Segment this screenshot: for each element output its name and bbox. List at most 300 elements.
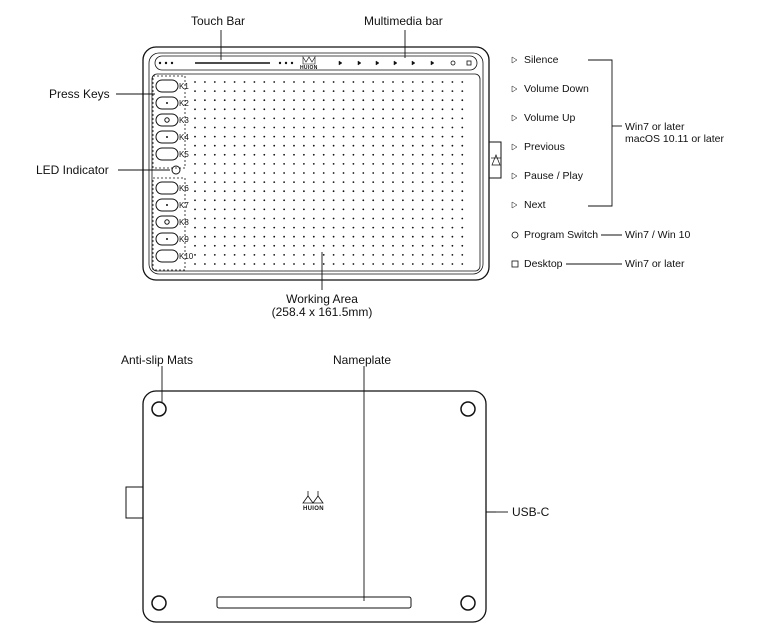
grid-dot (442, 218, 444, 220)
grid-dot (293, 263, 295, 265)
grid-dot (353, 245, 355, 247)
grid-dot (303, 227, 305, 229)
grid-dot (333, 181, 335, 183)
grid-dot (452, 136, 454, 138)
grid-dot (382, 254, 384, 256)
grid-dot (234, 154, 236, 156)
grid-dot (461, 263, 463, 265)
grid-dot (224, 90, 226, 92)
grid-dot (283, 190, 285, 192)
grid-dot (313, 254, 315, 256)
grid-dot (392, 154, 394, 156)
grid-dot (273, 90, 275, 92)
grid-dot (382, 81, 384, 83)
grid-dot (254, 245, 256, 247)
grid-dot (442, 236, 444, 238)
grid-dot (382, 245, 384, 247)
grid-dot (313, 227, 315, 229)
grid-dot (412, 154, 414, 156)
grid-dot (313, 190, 315, 192)
grid-dot (461, 127, 463, 129)
grid-dot (224, 145, 226, 147)
grid-dot (432, 236, 434, 238)
grid-dot (263, 81, 265, 83)
grid-dot (333, 136, 335, 138)
grid-dot (234, 190, 236, 192)
multimedia-bar-label: Multimedia bar (364, 14, 443, 28)
grid-dot (283, 154, 285, 156)
grid-dot (382, 218, 384, 220)
grid-dot (303, 172, 305, 174)
grid-dot (194, 81, 196, 83)
grid-dot (422, 127, 424, 129)
grid-dot (194, 118, 196, 120)
desktop-icon (512, 261, 518, 267)
grid-dot (254, 90, 256, 92)
grid-dot (204, 263, 206, 265)
grid-dot (343, 154, 345, 156)
grid-dot (254, 181, 256, 183)
grid-dot (333, 172, 335, 174)
grid-dot (313, 99, 315, 101)
grid-dot (283, 218, 285, 220)
grid-dot (422, 163, 424, 165)
grid-dot (323, 181, 325, 183)
grid-dot (362, 99, 364, 101)
grid-dot (372, 172, 374, 174)
grid-dot (303, 127, 305, 129)
grid-dot (234, 236, 236, 238)
grid-dot (293, 127, 295, 129)
grid-dot (333, 236, 335, 238)
grid-dot (372, 90, 374, 92)
grid-dot (323, 81, 325, 83)
grid-dot (422, 172, 424, 174)
grid-dot (214, 190, 216, 192)
grid-dot (412, 118, 414, 120)
grid-dot (204, 163, 206, 165)
grid-dot (204, 145, 206, 147)
grid-dot (194, 90, 196, 92)
grid-dot (283, 263, 285, 265)
grid-dot (273, 263, 275, 265)
grid-dot (343, 263, 345, 265)
grid-dot (422, 154, 424, 156)
grid-dot (273, 172, 275, 174)
fn-silence-label: Silence (524, 54, 559, 66)
grid-dot (254, 263, 256, 265)
grid-dot (313, 90, 315, 92)
grid-dot (452, 218, 454, 220)
grid-dot (452, 190, 454, 192)
grid-dot (204, 90, 206, 92)
grid-dot (382, 263, 384, 265)
grid-dot (402, 145, 404, 147)
grid-dot (392, 118, 394, 120)
grid-dot (343, 181, 345, 183)
grid-dot (333, 263, 335, 265)
grid-dot (234, 145, 236, 147)
grid-dot (244, 190, 246, 192)
grid-dot (293, 154, 295, 156)
grid-dot (244, 136, 246, 138)
touch-dot (285, 62, 286, 63)
volume-down-icon (512, 86, 517, 92)
key-mark (166, 204, 168, 206)
grid-dot (313, 199, 315, 201)
grid-dot (204, 227, 206, 229)
grid-dot (422, 108, 424, 110)
grid-dot (333, 118, 335, 120)
grid-dot (293, 118, 295, 120)
grid-dot (214, 90, 216, 92)
grid-dot (392, 108, 394, 110)
grid-dot (412, 172, 414, 174)
grid-dot (372, 236, 374, 238)
grid-dot (372, 99, 374, 101)
grid-dot (293, 209, 295, 211)
grid-dot (412, 136, 414, 138)
grid-dot (343, 99, 345, 101)
grid-dot (254, 81, 256, 83)
grid-dot (461, 145, 463, 147)
grid-dot (214, 199, 216, 201)
grid-dot (372, 81, 374, 83)
volume-up-icon (512, 115, 517, 121)
grid-dot (273, 199, 275, 201)
grid-dot (432, 181, 434, 183)
key-label: K7 (179, 201, 189, 210)
grid-dot (303, 245, 305, 247)
grid-dot (362, 81, 364, 83)
grid-dot (194, 254, 196, 256)
grid-dot (214, 145, 216, 147)
grid-dot (432, 90, 434, 92)
grid-dot (382, 127, 384, 129)
grid-dot (273, 181, 275, 183)
grid-dot (402, 263, 404, 265)
grid-dot (303, 108, 305, 110)
grid-dot (293, 145, 295, 147)
grid-dot (372, 163, 374, 165)
grid-dot (343, 172, 345, 174)
grid-dot (254, 99, 256, 101)
press-key (156, 182, 178, 194)
press-key (156, 114, 178, 126)
grid-dot (214, 163, 216, 165)
grid-dot (263, 136, 265, 138)
grid-dot (224, 172, 226, 174)
volume-down-icon (358, 61, 361, 65)
grid-dot (204, 81, 206, 83)
compat-desktop: Win7 or later (625, 258, 685, 270)
grid-dot (442, 145, 444, 147)
grid-dot (442, 263, 444, 265)
grid-dot (323, 127, 325, 129)
grid-dot (313, 81, 315, 83)
grid-dot (392, 190, 394, 192)
grid-dot (402, 227, 404, 229)
grid-dot (392, 90, 394, 92)
previous-icon (512, 144, 517, 150)
grid-dot (333, 154, 335, 156)
grid-dot (303, 81, 305, 83)
fn-volume-up-label: Volume Up (524, 112, 576, 124)
grid-dot (432, 199, 434, 201)
grid-dot (362, 236, 364, 238)
grid-dot (372, 263, 374, 265)
grid-dot (254, 172, 256, 174)
grid-dot (323, 190, 325, 192)
grid-dot (372, 127, 374, 129)
grid-dot (343, 127, 345, 129)
pause-play-icon (512, 173, 517, 179)
grid-dot (194, 136, 196, 138)
grid-dot (422, 263, 424, 265)
grid-dot (214, 99, 216, 101)
grid-dot (353, 263, 355, 265)
grid-dot (461, 181, 463, 183)
grid-dot (442, 99, 444, 101)
grid-dot (254, 127, 256, 129)
grid-dot (273, 254, 275, 256)
grid-dot (224, 127, 226, 129)
grid-dot (303, 181, 305, 183)
grid-dot (313, 127, 315, 129)
grid-dot (442, 227, 444, 229)
grid-dot (412, 236, 414, 238)
grid-dot (244, 209, 246, 211)
grid-dot (214, 81, 216, 83)
grid-dot (234, 181, 236, 183)
grid-dot (263, 90, 265, 92)
grid-dot (343, 108, 345, 110)
grid-dot (412, 245, 414, 247)
grid-dot (461, 227, 463, 229)
grid-dot (244, 127, 246, 129)
grid-dot (422, 209, 424, 211)
grid-dot (194, 190, 196, 192)
key-label: K6 (179, 184, 189, 193)
grid-dot (214, 263, 216, 265)
grid-dot (412, 181, 414, 183)
grid-dot (353, 236, 355, 238)
grid-dot (461, 199, 463, 201)
grid-dot (412, 163, 414, 165)
grid-dot (412, 218, 414, 220)
grid-dot (214, 136, 216, 138)
grid-dot (224, 99, 226, 101)
grid-dot (313, 245, 315, 247)
grid-dot (313, 263, 315, 265)
grid-dot (392, 263, 394, 265)
grid-dot (283, 90, 285, 92)
grid-dot (392, 127, 394, 129)
grid-dot (452, 236, 454, 238)
grid-dot (392, 236, 394, 238)
working-area-dots (194, 81, 463, 265)
key-label: K2 (179, 99, 189, 108)
grid-dot (452, 209, 454, 211)
grid-dot (333, 227, 335, 229)
grid-dot (432, 145, 434, 147)
side-logo (491, 155, 501, 165)
grid-dot (362, 163, 364, 165)
grid-dot (273, 108, 275, 110)
grid-dot (234, 108, 236, 110)
grid-dot (234, 199, 236, 201)
grid-dot (254, 118, 256, 120)
grid-dot (194, 108, 196, 110)
grid-dot (263, 118, 265, 120)
grid-dot (194, 163, 196, 165)
grid-dot (412, 227, 414, 229)
grid-dot (323, 172, 325, 174)
grid-dot (382, 236, 384, 238)
grid-dot (362, 136, 364, 138)
grid-dot (382, 181, 384, 183)
grid-dot (254, 209, 256, 211)
touch-dot (279, 62, 280, 63)
grid-dot (343, 199, 345, 201)
grid-dot (372, 190, 374, 192)
key-label: K4 (179, 133, 189, 142)
nameplate-label: Nameplate (333, 353, 392, 367)
fn-next-label: Next (524, 199, 546, 211)
grid-dot (353, 136, 355, 138)
grid-dot (194, 245, 196, 247)
grid-dot (461, 254, 463, 256)
grid-dot (362, 172, 364, 174)
grid-dot (214, 254, 216, 256)
grid-dot (323, 118, 325, 120)
press-keys-label: Press Keys (49, 87, 110, 101)
grid-dot (204, 136, 206, 138)
grid-dot (422, 190, 424, 192)
grid-dot (234, 127, 236, 129)
grid-dot (263, 245, 265, 247)
grid-dot (333, 127, 335, 129)
grid-dot (254, 108, 256, 110)
grid-dot (412, 108, 414, 110)
grid-dot (204, 190, 206, 192)
grid-dot (323, 99, 325, 101)
grid-dot (263, 190, 265, 192)
grid-dot (283, 245, 285, 247)
press-key (156, 80, 178, 92)
grid-dot (214, 209, 216, 211)
grid-dot (353, 218, 355, 220)
grid-dot (263, 127, 265, 129)
grid-dot (323, 236, 325, 238)
anti-slip-mats-label: Anti-slip Mats (121, 353, 194, 367)
grid-dot (244, 218, 246, 220)
grid-dot (452, 254, 454, 256)
grid-dot (244, 154, 246, 156)
grid-dot (412, 199, 414, 201)
grid-dot (224, 81, 226, 83)
grid-dot (432, 163, 434, 165)
grid-dot (293, 218, 295, 220)
grid-dot (224, 199, 226, 201)
compat-program-switch: Win7 / Win 10 (625, 229, 691, 241)
grid-dot (333, 145, 335, 147)
fn-pause-play-label: Pause / Play (524, 170, 583, 182)
grid-dot (452, 81, 454, 83)
grid-dot (452, 108, 454, 110)
grid-dot (204, 209, 206, 211)
tablet-logo-bottom (303, 491, 323, 503)
top-leaders (116, 30, 622, 290)
grid-dot (224, 181, 226, 183)
grid-dot (432, 190, 434, 192)
grid-dot (313, 145, 315, 147)
grid-dot (432, 118, 434, 120)
grid-dot (244, 90, 246, 92)
grid-dot (422, 227, 424, 229)
grid-dot (194, 263, 196, 265)
key-label: K8 (179, 218, 189, 227)
grid-dot (333, 254, 335, 256)
touch-dot (291, 62, 292, 63)
grid-dot (461, 172, 463, 174)
grid-dot (343, 136, 345, 138)
grid-dot (392, 245, 394, 247)
grid-dot (273, 118, 275, 120)
grid-dot (432, 154, 434, 156)
grid-dot (224, 254, 226, 256)
grid-dot (382, 90, 384, 92)
grid-dot (224, 136, 226, 138)
grid-dot (293, 136, 295, 138)
grid-dot (204, 99, 206, 101)
grid-dot (214, 154, 216, 156)
grid-dot (194, 172, 196, 174)
grid-dot (432, 108, 434, 110)
grid-dot (254, 218, 256, 220)
grid-dot (422, 145, 424, 147)
grid-dot (283, 163, 285, 165)
grid-dot (461, 99, 463, 101)
grid-dot (392, 145, 394, 147)
grid-dot (402, 199, 404, 201)
press-key (156, 250, 178, 262)
grid-dot (273, 227, 275, 229)
next-icon (512, 202, 517, 208)
grid-dot (402, 154, 404, 156)
grid-dot (194, 236, 196, 238)
grid-dot (273, 190, 275, 192)
grid-dot (343, 227, 345, 229)
grid-dot (442, 254, 444, 256)
key-mark (166, 136, 168, 138)
grid-dot (263, 154, 265, 156)
grid-dot (323, 227, 325, 229)
grid-dot (442, 90, 444, 92)
grid-dot (402, 172, 404, 174)
grid-dot (283, 172, 285, 174)
grid-dot (303, 209, 305, 211)
grid-dot (432, 172, 434, 174)
grid-dot (353, 181, 355, 183)
grid-dot (303, 190, 305, 192)
grid-dot (343, 218, 345, 220)
grid-dot (432, 127, 434, 129)
led-indicator-label: LED Indicator (36, 163, 109, 177)
grid-dot (303, 145, 305, 147)
touch-dot (165, 62, 166, 63)
grid-dot (372, 218, 374, 220)
